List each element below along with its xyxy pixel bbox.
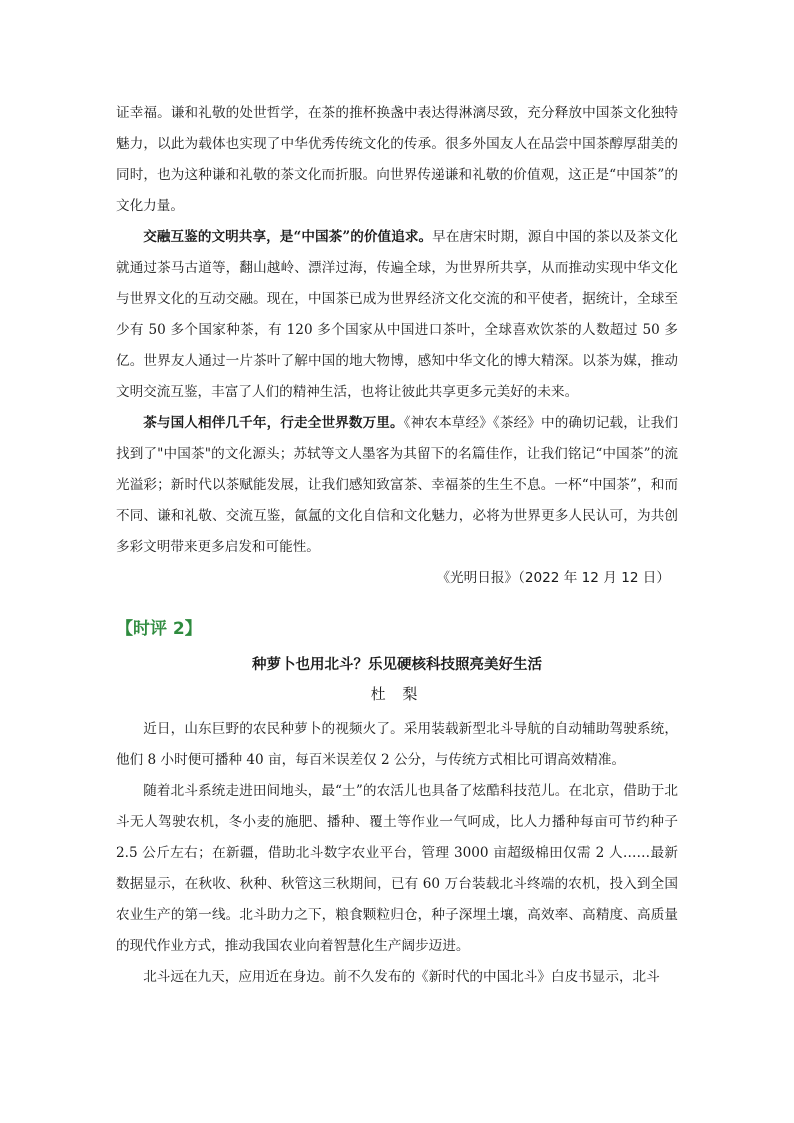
article1-paragraph-1: 证幸福。谦和礼敬的处世哲学，在茶的推杯换盏中表达得淋漓尽致，充分释放中国茶文化独特魅力，以此为载体也实现了中华优秀传统文化的传承。很多外国友人在品尝中国茶醇厚甜美的同时，也为这种谦和礼敬的茶文化而折服。向世界传递谦和礼敬的价值观，这正是“中国茶”的文化力量。: [116, 105, 678, 214]
article2-paragraph-2: 随着北斗系统走进田间地头，最“土”的农活儿也具备了炫酷科技范儿。在北京，借助于北斗无人驾驶农机，冬小麦的施肥、播种、覆土等作业一气呵成，比人力播种每亩可节约种子 2.5 公斤左右；在新疆，借助北斗数字农业平台，管理 3000 亩超级棉田仅需 2 人……最新数据显示，在秋收、秋种、秋管这三秋期间，已有 60 万台装载北斗终端的农机，投入到全国农业生产的第一线。北斗助力之下，粮食颗粒归仓，种子深埋土壤，高效率、高精度、高质量的现代作业方式，推动我国农业向着智慧化生产阔步迈进。: [116, 783, 678, 954]
article2-author: 杜 梨: [370, 685, 424, 703]
article1-paragraph-3: [116, 408, 678, 563]
article1-source: 《光明日报》（2022 年 12 月 12 日）: [436, 570, 670, 586]
article1-paragraph-2: [116, 222, 678, 408]
paragraph-2-body: 早在唐宋时期，源自中国的茶以及茶文化就通过茶马古道等，翻山越岭、漂洋过海，传遍全球，为世界所共享，从而推动实现中华文化与世界文化的互动交融。现在，中国茶已成为世界经济文化交流的和平使者，据统计，全球至少有 50 多个国家种茶，有 120 多个国家从中国进口茶叶，全球喜欢饮茶的人数超过 50 多亿。世界友人通过一片茶叶了解中国的地大物博，感知中华文化的博大精深。以茶为媒，推动文明交流互鉴，丰富了人们的精神生活，也将让彼此共享更多元美好的未来。: [116, 229, 678, 400]
article2-paragraph-1: 近日，山东巨野的农民种萝卜的视频火了。采用装载新型北斗导航的自动辅助驾驶系统，他们 8 小时便可播种 40 亩，每百米误差仅 2 公分，与传统方式相比可谓高效精准。: [116, 721, 678, 768]
paragraph-2-lead: 交融互鉴的文明共享，是“中国茶”的价值追求。: [143, 229, 433, 245]
paragraph-3-body: 《神农本草经》《茶经》中的确切记载，让我们找到了"中国茶"的文化源头；苏轼等文人墨客为其留下的名篇佳作，让我们铭记“中国茶”的流光溢彩；新时代以茶赋能发展，让我们感知致富茶、幸福茶的生生不息。一杯“中国茶”，和而不同、谦和礼敬、交流互鉴，氤氲的文化自信和文化魅力，必将为世界更多人民认可，为共创多彩文明带来更多启发和可能性。: [116, 415, 679, 555]
paragraph-3-lead: 茶与国人相伴几千年，行走全世界数万里。: [143, 415, 404, 431]
article2-title: 种萝卜也用北斗？乐见硬核科技照亮美好生活: [252, 657, 542, 673]
section-label: 【时评 2】: [116, 619, 202, 639]
article2-paragraph-3: 北斗远在九天，应用近在身边。前不久发布的《新时代的中国北斗》白皮书显示，北斗: [143, 969, 660, 985]
